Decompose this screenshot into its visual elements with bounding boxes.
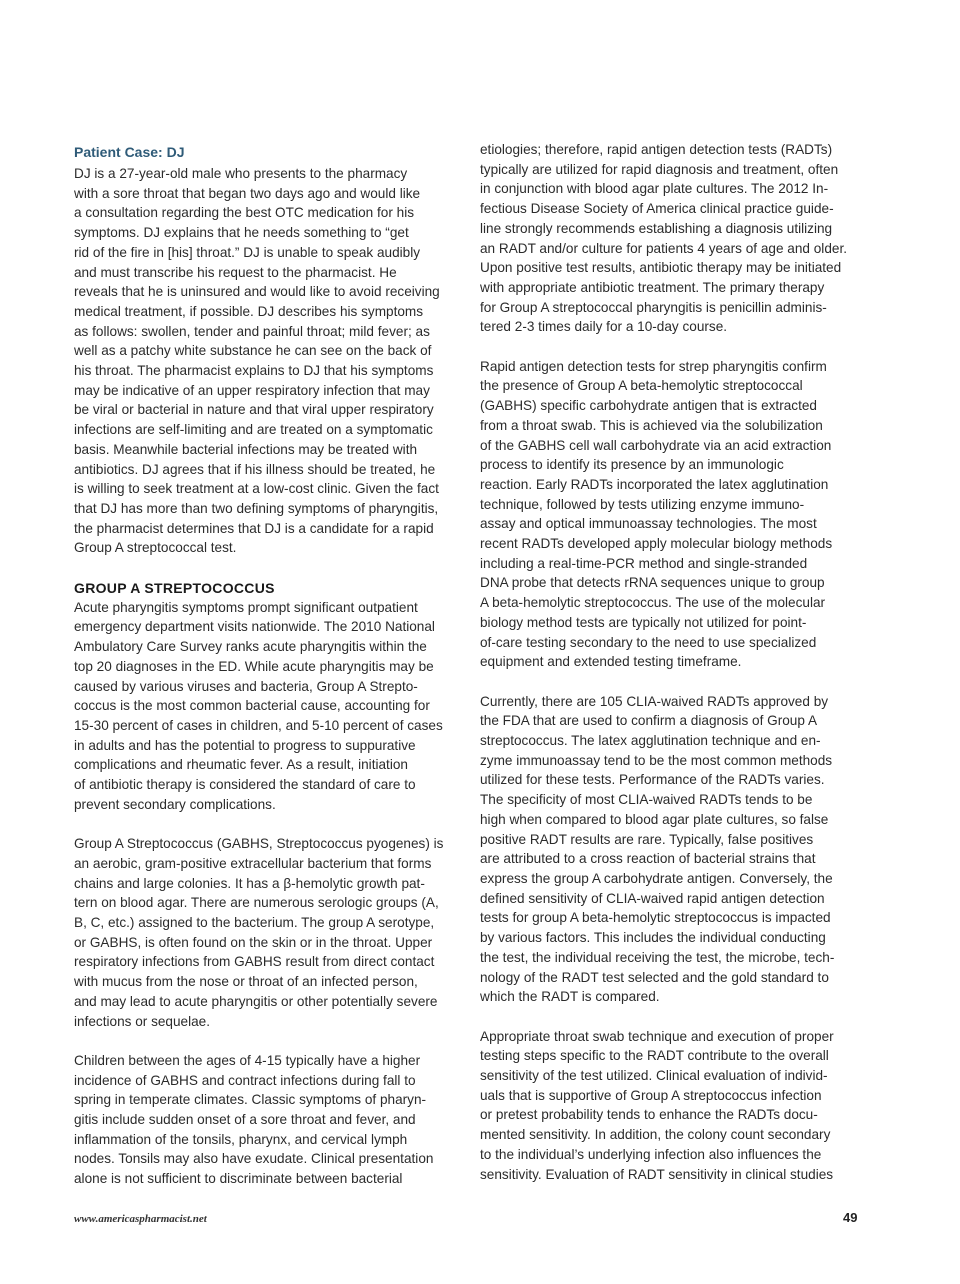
text-line: and must transcribe his request to the pharmacist. He (74, 264, 397, 280)
footer-website-url: www.americaspharmacist.net (74, 1213, 207, 1225)
text-line: assay and optical immunoassay technologies. The most (480, 516, 817, 532)
text-line: his throat. The pharmacist explains to DJ that his symptoms (74, 363, 434, 379)
text-line: rid of the fire in [his] throat.” DJ is unable to speak audibly (74, 244, 421, 260)
text-line: for Group A streptococcal pharyngitis is penicillin adminis- (480, 299, 827, 315)
text-line: chains and large colonies. It has a β-hemolytic growth pat- (74, 875, 425, 891)
text-line: an aerobic, gram-positive extracellular bacterium that forms (74, 855, 432, 871)
text-line: with appropriate antibiotic treatment. The primary therapy (480, 279, 825, 295)
text-line: the FDA that are used to confirm a diagnosis of Group A (480, 713, 818, 729)
text-line: infections are self-limiting and are treated on a symptomatic (74, 422, 433, 438)
text-line: including a real-time-PCR method and single-stranded (480, 555, 808, 571)
text-line: top 20 diagnoses in the ED. While acute pharyngitis may be (74, 658, 434, 674)
text-line: complications and rheumatic fever. As a result, initiation (74, 757, 408, 773)
text-line: gitis include sudden onset of a sore throat and fever, and (74, 1112, 416, 1127)
text-line: sensitivity. Evaluation of RADT sensitivity in clinical studies (480, 1166, 834, 1182)
text-line: in conjunction with blood agar plate cultures. The 2012 In- (480, 181, 829, 197)
text-line: spring in temperate climates. Classic symptoms of pharyn- (74, 1092, 427, 1108)
text-line: incidence of GABHS and contract infections during fall to (74, 1072, 416, 1088)
text-line: Upon positive test results, antibiotic therapy may be initiated (480, 260, 842, 276)
page-number: 49 (843, 1210, 858, 1225)
patient-case-paragraph (74, 164, 459, 558)
right-column (480, 140, 865, 1184)
left-column (74, 140, 459, 1189)
text-line: sensitivity of the test utilized. Clinical evaluation of individ- (480, 1068, 828, 1083)
text-line: symptoms. DJ explains that he needs something to “get (74, 225, 409, 241)
text-line: B, C, etc.) assigned to the bacterium. The group A serotype, (74, 914, 435, 930)
text-line: inflammation of the tonsils, pharynx, and cervical lymph (74, 1131, 408, 1147)
text-line: (GABHS) specific carbohydrate antigen that is extracted (480, 398, 817, 414)
text-line: Appropriate throat swab technique and execution of proper (480, 1028, 834, 1044)
text-line: caused by various viruses and bacteria, Group A Strepto- (74, 678, 418, 694)
text-line: with a sore throat that began two days ago and would like (74, 185, 421, 201)
text-line: reaction. Early RADTs incorporated the latex agglutination (480, 476, 829, 492)
text-line: medical treatment, if possible. DJ describes his symptoms (74, 303, 424, 319)
text-line: etiologies; therefore, rapid antigen detection tests (RADTs) (480, 142, 833, 157)
text-line: the presence of Group A beta-hemolytic streptococcal (480, 378, 803, 394)
text-line: Rapid antigen detection tests for strep pharyngitis confirm (480, 358, 827, 374)
group-a-strep-heading: GROUP A STREPTOCOCCUS (74, 579, 275, 596)
text-line: process to identify its presence by an immunologic (480, 457, 784, 473)
text-line: recent RADTs developed apply molecular biology methods (480, 536, 833, 552)
text-line: typically are utilized for rapid diagnosis and treatment, often (480, 161, 839, 177)
text-line: line strongly recommends establishing a diagnosis utilizing (480, 220, 833, 236)
text-line: from a throat swab. This is achieved via the solubilization (480, 417, 823, 433)
text-line: basis. Meanwhile bacterial infections may be treated with (74, 441, 418, 457)
text-line: the pharmacist determines that DJ is a candidate for a rapid (74, 520, 434, 536)
text-line: tern on blood agar. There are numerous serologic groups (A, (74, 895, 439, 911)
text-line: and may lead to acute pharyngitis or other potentially severe (74, 993, 438, 1009)
text-line: tests for group A beta-hemolytic streptococcus is impacted (480, 910, 831, 926)
text-line: DJ is a 27-year-old male who presents to the pharmacy (74, 166, 408, 181)
pharyngitis-intro-paragraph (74, 598, 459, 815)
clia-waived-paragraph (480, 692, 865, 1007)
text-line: emergency department visits nationwide. The 2010 National (74, 619, 435, 635)
text-line: or GABHS, is often found on the skin or in the throat. Upper (74, 934, 433, 950)
text-line: infections or sequelae. (74, 1013, 211, 1029)
text-line: coccus is the most common bacterial cause, accounting for (74, 698, 430, 714)
text-line: reveals that he is uninsured and would like to avoid receiving (74, 284, 440, 300)
text-line: which the RADT is compared. (480, 989, 660, 1005)
text-line: defined sensitivity of CLIA-waived rapid antigen detection (480, 890, 825, 906)
text-line: is willing to seek treatment at a low-cost clinic. Given the fact (74, 481, 439, 497)
text-line: uals that is supportive of Group A streptococcus infection (480, 1087, 822, 1103)
text-line: of the GABHS cell wall carbohydrate via an acid extraction (480, 437, 832, 453)
radt-methods-paragraph (480, 357, 865, 672)
text-line: an RADT and/or culture for patients 4 years of age and older. (480, 240, 847, 256)
text-line: of-care testing secondary to the need to use specialized (480, 634, 817, 650)
text-line: 15-30 percent of cases in children, and 5-10 percent of cases (74, 717, 443, 733)
text-line: Acute pharyngitis symptoms prompt significant outpatient (74, 599, 418, 615)
gabhs-description-paragraph (74, 834, 459, 1031)
text-line: equipment and extended testing timeframe. (480, 654, 742, 670)
text-line: Ambulatory Care Survey ranks acute pharyngitis within the (74, 639, 427, 655)
text-line: nology of the RADT test selected and the gold standard to (480, 969, 829, 985)
throat-swab-paragraph (480, 1027, 865, 1185)
text-line: streptococcus. The latex agglutination technique and en- (480, 733, 821, 749)
text-line: respiratory infections from GABHS result from direct contact (74, 954, 435, 970)
text-line: antibiotics. DJ agrees that if his illness should be treated, he (74, 461, 436, 477)
text-line: with mucus from the nose or throat of an infected person, (74, 974, 418, 990)
text-line: positive RADT results are rare. Typically, false positives (480, 831, 814, 847)
children-incidence-paragraph (74, 1051, 459, 1189)
text-line: Children between the ages of 4-15 typically have a higher (74, 1052, 421, 1068)
text-line: tered 2-3 times daily for a 10-day course. (480, 319, 728, 335)
text-line: high when compared to blood agar plate cultures, so false (480, 811, 829, 827)
text-line: zyme immunoassay tend to be the most common methods (480, 752, 833, 768)
text-line: Group A Streptococcus (GABHS, Streptococcus pyogenes) is (74, 836, 444, 852)
text-line: to the individual’s underlying infection also influences the (480, 1146, 822, 1162)
text-line: or pretest probability tends to enhance the RADTs docu- (480, 1107, 818, 1123)
text-line: be viral or bacterial in nature and that viral upper respiratory (74, 402, 434, 418)
text-line: utilized for these tests. Performance of the RADTs varies. (480, 772, 825, 788)
text-line: The specificity of most CLIA-waived RADTs tends to be (480, 792, 813, 808)
text-line: by various factors. This includes the individual conducting (480, 930, 826, 946)
text-line: nodes. Tonsils may also have exudate. Clinical presentation (74, 1151, 434, 1167)
text-line: of antibiotic therapy is considered the standard of care to (74, 777, 416, 793)
text-line: as follows: swollen, tender and painful throat; mild fever; as (74, 323, 430, 339)
text-line: the test, the individual receiving the test, the microbe, tech- (480, 949, 835, 965)
text-line: mented sensitivity. In addition, the colony count secondary (480, 1127, 831, 1143)
text-line: may be indicative of an upper respiratory infection that may (74, 382, 430, 398)
text-line: that DJ has more than two defining symptoms of pharyngitis, (74, 500, 439, 516)
text-line: in adults and has the potential to progress to suppurative (74, 737, 416, 753)
text-line: a consultation regarding the best OTC medication for his (74, 205, 415, 221)
text-line: well as a patchy white substance he can see on the back of (74, 343, 432, 359)
text-line: express the group A carbohydrate antigen. Conversely, the (480, 870, 833, 886)
text-line: alone is not sufficient to discriminate between bacterial (74, 1171, 403, 1187)
text-line: DNA probe that detects rRNA sequences unique to group (480, 575, 825, 591)
text-line: biology method tests are typically not utilized for point- (480, 614, 807, 630)
text-line: technique, followed by tests utilizing enzyme immuno- (480, 496, 805, 512)
text-line: fectious Disease Society of America clinical practice guide- (480, 201, 834, 217)
etiologies-paragraph (480, 140, 865, 337)
text-line: Currently, there are 105 CLIA-waived RADTs approved by (480, 693, 829, 709)
text-line: are attributed to a cross reaction of bacterial strains that (480, 851, 816, 867)
text-line: testing steps specific to the RADT contribute to the overall (480, 1048, 829, 1064)
patient-case-heading: Patient Case: DJ (74, 144, 185, 160)
text-line: prevent secondary complications. (74, 796, 276, 812)
text-line: A beta-hemolytic streptococcus. The use of the molecular (480, 595, 826, 611)
text-line: Group A streptococcal test. (74, 540, 237, 556)
